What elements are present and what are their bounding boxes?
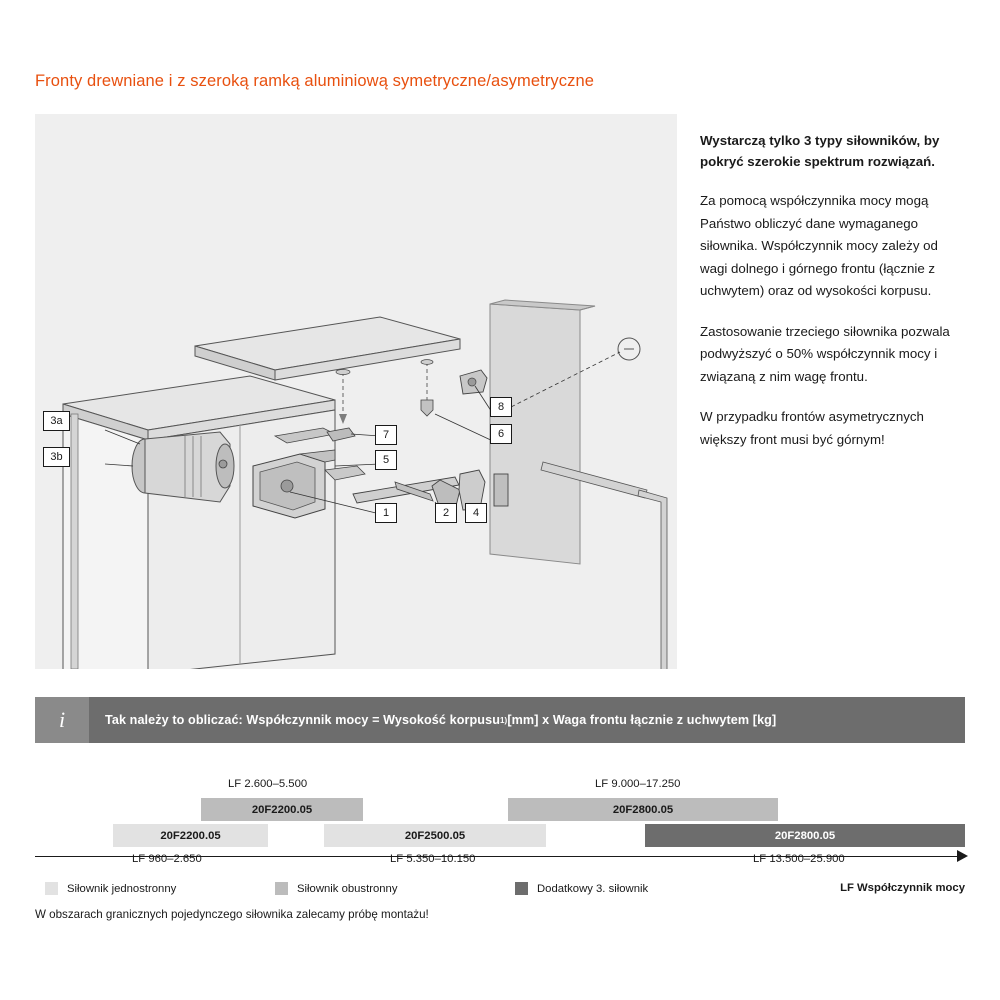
page-title: Fronty drewniane i z szeroką ramką aluminiową symetryczne/asymetryczne [35,72,595,90]
callout-2: 2 [435,503,457,523]
range-label-bottom-1: LF 960–2.650 [132,853,202,865]
info-bar-text-after: [mm] x Waga frontu łącznie z uchwytem [kg] [507,713,777,727]
range-label-bottom-3: LF 13.500–25.900 [753,853,845,865]
legend-label-single: Siłownik jednostronny [67,882,177,895]
bar-top-20F2200: 20F2200.05 [201,798,363,821]
chart-legend [35,882,965,898]
bar-bottom-20F2500: 20F2500.05 [324,824,546,847]
bar-bottom-20F2200: 20F2200.05 [113,824,268,847]
chart-axis-arrow [957,850,968,862]
callout-6: 6 [490,424,512,444]
callout-7: 7 [375,425,397,445]
callout-5: 5 [375,450,397,470]
callout-1: 1 [375,503,397,523]
callout-3a: 3a [43,411,70,431]
legend-swatch-single-icon [45,882,58,895]
info-bar [35,697,965,743]
info-icon [35,697,89,743]
callout-8: 8 [490,397,512,417]
side-text-paragraph-2: Zastosowanie trzeciego siłownika pozwala podwyższyć o 50% współczynnik mocy i związaną z nim wagę frontu. [700,323,950,384]
illustration-panel [35,114,677,669]
info-bar-text [89,697,965,743]
bar-bottom-20F2800: 20F2800.05 [645,824,965,847]
chart-axis-title: LF Współczynnik mocy [840,882,965,894]
cabinet-exploded-diagram [35,114,677,669]
side-text-block [700,130,968,469]
info-bar-footnote-marker: 1) [500,715,508,725]
bar-top-20F2800: 20F2800.05 [508,798,778,821]
callout-3b: 3b [43,447,70,467]
range-label-top-2: LF 9.000–17.250 [595,778,681,790]
side-text-paragraph-1: Za pomocą współczynnika mocy mogą Państwo obliczyć dane wymaganego siłownika. Współczynnik mocy zależy od wagi dolnego i górnego frontu (łącznie z uchwytem) oraz od wysokości korpusu. [700,193,938,298]
legend-item-single [45,882,176,895]
legend-label-double: Siłownik obustronny [297,882,398,895]
legend-swatch-double-icon [275,882,288,895]
range-label-top-1: LF 2.600–5.500 [228,778,308,790]
legend-item-third [515,882,648,895]
range-label-bottom-2: LF 5.350–10.150 [390,853,476,865]
footnote-text: W obszarach granicznych pojedynczego siłownika zalecamy próbę montażu! [35,908,429,921]
info-bar-text-before: Tak należy to obliczać: Współczynnik mocy = Wysokość korpusu [105,713,500,727]
legend-label-third: Dodatkowy 3. siłownik [537,882,649,895]
side-text-paragraph-3: W przypadku frontów asymetrycznych większy front musi być górnym! [700,409,924,447]
side-text-bold: Wystarczą tylko 3 typy siłowników, by pokryć szerokie spektrum rozwiązań. [700,133,940,169]
legend-item-double [275,882,397,895]
power-factor-chart [35,770,965,900]
legend-swatch-third-icon [515,882,528,895]
info-icon-glyph: i [58,707,66,732]
callout-4: 4 [465,503,487,523]
